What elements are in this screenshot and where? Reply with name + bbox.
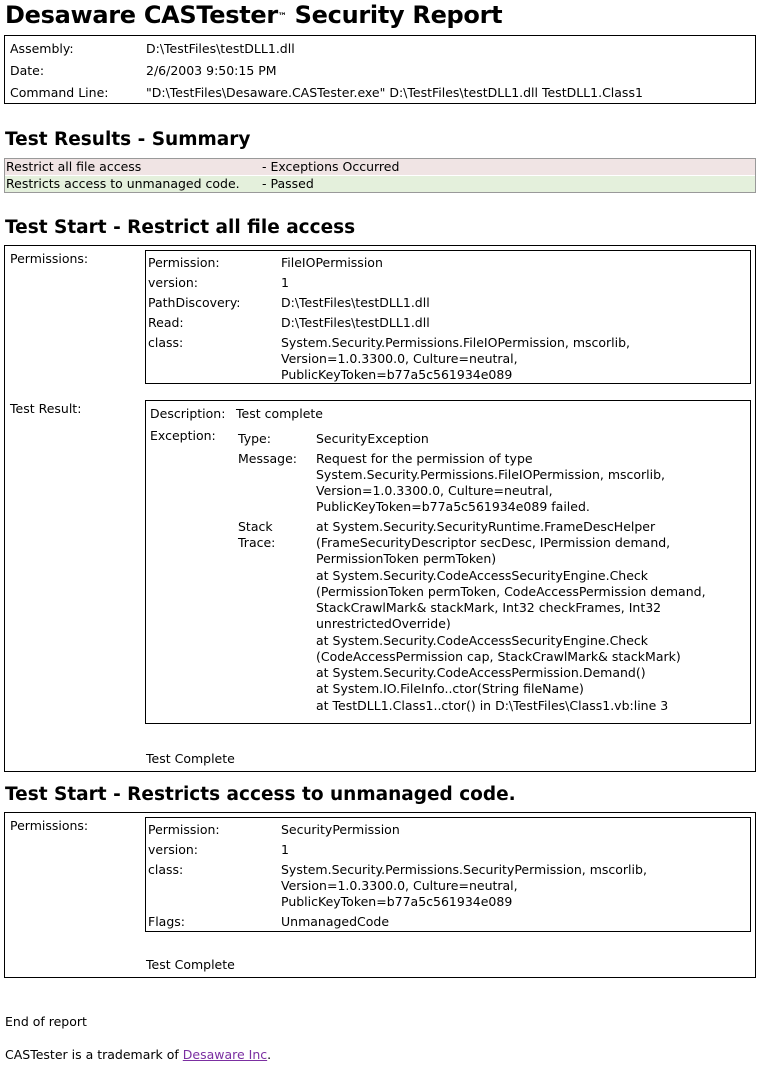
assembly-label: Assembly: xyxy=(10,41,74,56)
permissions-label: Permissions: xyxy=(10,251,89,266)
stack-line: at TestDLL1.Class1..ctor() in D:\TestFiles\Class1.vb:line 3 xyxy=(316,698,669,713)
class-label: class: xyxy=(148,862,184,877)
stack-line: PermissionToken permToken) xyxy=(316,551,497,566)
message-line: Version=1.0.3300.0, Culture=neutral, xyxy=(316,483,553,498)
date-label: Date: xyxy=(10,63,45,78)
flags-label: Flags: xyxy=(148,914,185,929)
permission-label: Permission: xyxy=(148,822,220,837)
permission-value: FileIOPermission xyxy=(281,255,383,270)
summary-test-result: - Exceptions Occurred xyxy=(262,159,400,174)
command-line-value: "D:\TestFiles\Desaware.CASTester.exe" D:\TestFiles\testDLL1.dll TestDLL1.Class1 xyxy=(146,85,643,100)
trademark-notice xyxy=(5,1047,271,1063)
exception-label: Exception: xyxy=(150,428,216,443)
pathdiscovery-value: D:\TestFiles\testDLL1.dll xyxy=(281,295,430,310)
summary-row xyxy=(5,176,755,192)
description-label: Description: xyxy=(150,406,226,421)
test2-permission-box xyxy=(145,817,751,932)
class-label: class: xyxy=(148,335,184,350)
stack-line: at System.Security.CodeAccessPermission.Demand() xyxy=(316,665,646,680)
report-header-box xyxy=(4,35,756,104)
assembly-value: D:\TestFiles\testDLL1.dll xyxy=(146,41,295,56)
pathdiscovery-label: PathDiscovery: xyxy=(148,295,241,310)
stack-line: StackCrawlMark& stackMark, Int32 checkFrames, Int32 xyxy=(316,600,662,615)
command-line-label: Command Line: xyxy=(10,85,109,100)
version-value: 1 xyxy=(281,275,289,290)
test-complete-text: Test Complete xyxy=(146,751,235,766)
test1-box xyxy=(4,245,756,772)
stack-line: at System.Security.CodeAccessSecurityEngine.Check xyxy=(316,633,649,648)
version-label: version: xyxy=(148,842,198,857)
message-line: System.Security.Permissions.FileIOPermission, mscorlib, xyxy=(316,467,666,482)
message-line: Request for the permission of type xyxy=(316,451,533,466)
test-result-label: Test Result: xyxy=(10,401,82,416)
version-value: 1 xyxy=(281,842,289,857)
stack-line: at System.IO.FileInfo..ctor(String fileName) xyxy=(316,681,584,696)
permission-label: Permission: xyxy=(148,255,220,270)
stack-trace-label: Stack xyxy=(238,519,273,534)
stack-line: (CodeAccessPermission cap, StackCrawlMark& stackMark) xyxy=(316,649,681,664)
test2-box xyxy=(4,812,756,978)
summary-test-name: Restrict all file access xyxy=(6,159,142,174)
class-value-line: Version=1.0.3300.0, Culture=neutral, xyxy=(281,878,518,893)
stack-line: (PermissionToken permToken, CodeAccessPermission demand, xyxy=(316,584,706,599)
type-label: Type: xyxy=(238,431,271,446)
read-label: Read: xyxy=(148,315,184,330)
stack-line: at System.Security.SecurityRuntime.FrameDescHelper xyxy=(316,519,656,534)
class-value-line: System.Security.Permissions.SecurityPermission, mscorlib, xyxy=(281,862,647,877)
class-value-line: PublicKeyToken=b77a5c561934e089 xyxy=(281,367,513,382)
summary-test-result: - Passed xyxy=(262,176,314,191)
permission-value: SecurityPermission xyxy=(281,822,400,837)
read-value: D:\TestFiles\testDLL1.dll xyxy=(281,315,430,330)
summary-test-name: Restricts access to unmanaged code. xyxy=(6,176,240,191)
stack-line: unrestrictedOverride) xyxy=(316,616,451,631)
date-value: 2/6/2003 9:50:15 PM xyxy=(146,63,277,78)
description-value: Test complete xyxy=(236,406,323,421)
test-complete-text: Test Complete xyxy=(146,957,235,972)
class-value-line: PublicKeyToken=b77a5c561934e089 xyxy=(281,894,513,909)
permissions-label: Permissions: xyxy=(10,818,89,833)
class-value-line: System.Security.Permissions.FileIOPermission, mscorlib, xyxy=(281,335,631,350)
end-of-report: End of report xyxy=(5,1014,87,1029)
stack-line: at System.Security.CodeAccessSecurityEngine.Check xyxy=(316,568,649,583)
message-label: Message: xyxy=(238,451,297,466)
test1-result-box xyxy=(145,400,751,724)
version-label: version: xyxy=(148,275,198,290)
summary-table xyxy=(4,158,756,193)
stack-line: (FrameSecurityDescriptor secDesc, IPermission demand, xyxy=(316,535,671,550)
message-line: PublicKeyToken=b77a5c561934e089 failed. xyxy=(316,499,590,514)
flags-value: UnmanagedCode xyxy=(281,914,390,929)
stack-trace-label: Trace: xyxy=(238,535,276,550)
class-value-line: Version=1.0.3300.0, Culture=neutral, xyxy=(281,351,518,366)
summary-heading: Test Results - Summary xyxy=(5,129,251,150)
desaware-link[interactable]: Desaware Inc xyxy=(182,1047,268,1062)
summary-row xyxy=(5,159,755,175)
type-value: SecurityException xyxy=(316,431,429,446)
report-title: Desaware CASTester™ Security Report xyxy=(5,1,503,29)
test1-permission-box xyxy=(145,250,751,384)
trademark-suffix: . xyxy=(267,1047,272,1062)
test2-heading: Test Start - Restricts access to unmanaged code. xyxy=(5,784,516,805)
test1-heading: Test Start - Restrict all file access xyxy=(5,217,356,238)
trademark-prefix: CASTester is a trademark of xyxy=(5,1047,183,1062)
